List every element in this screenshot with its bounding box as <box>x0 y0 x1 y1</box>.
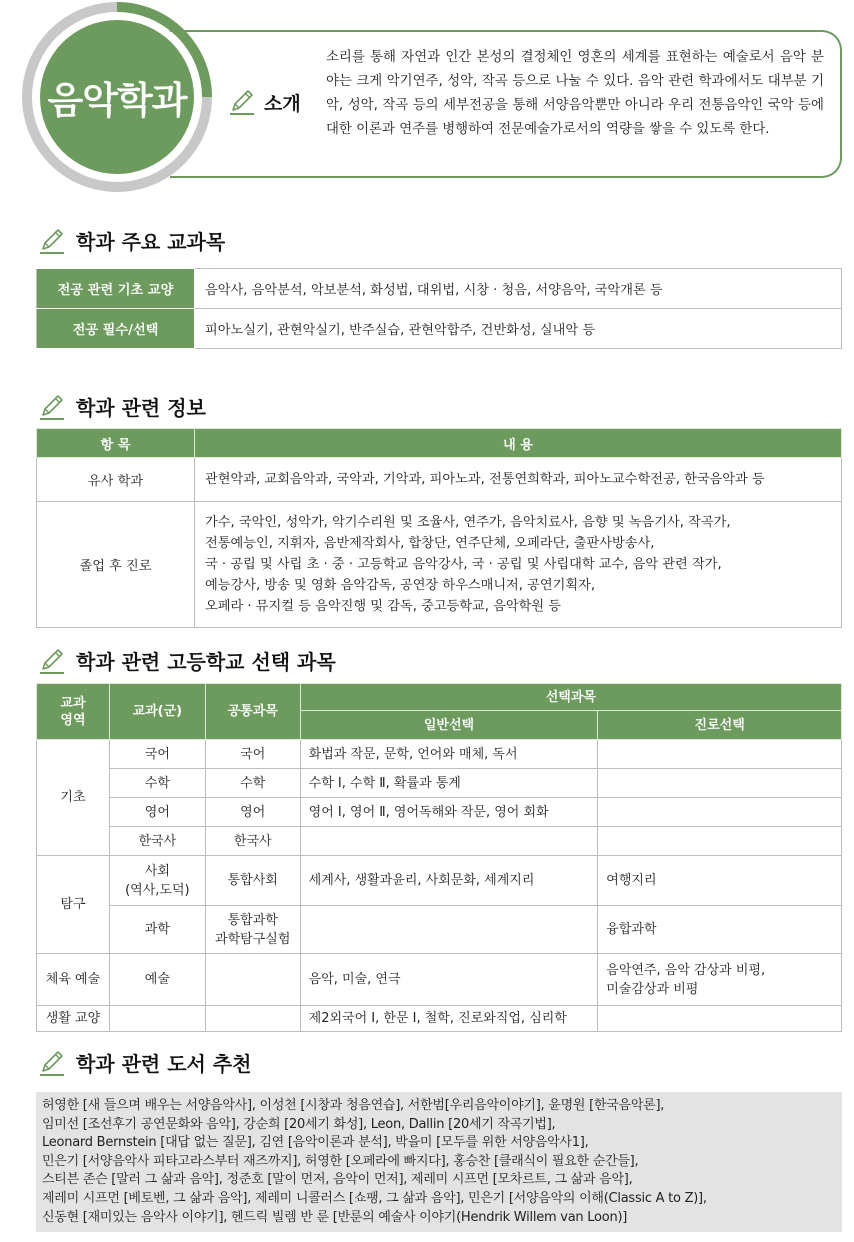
intro-label <box>228 88 301 116</box>
career-line: 가수, 국악인, 성악가, 악기수리원 및 조율사, 연주가, 음악치료사, 음향 및 녹음기사, 작곡가, <box>205 515 731 530</box>
career-line: 오페라 · 뮤지컬 등 음악진행 및 감독, 중고등학교, 음악학원 등 <box>205 599 562 614</box>
career-line: 국 · 공립 및 사립 초 · 중 · 고등학교 음악강사, 국 · 공립 및 사립대학 교수, 음악 관련 작가, <box>205 557 722 572</box>
group-cell <box>109 856 205 906</box>
group-cell: 과학 <box>109 906 205 954</box>
book-line: 스티븐 존슨 [말러 그 삶과 음악], 정준호 [말이 먼저, 음악이 먼저], 제레미 시프먼 [모차르트, 그 삶과 음악], <box>42 1172 633 1188</box>
header-area <box>37 684 110 740</box>
career-cell <box>598 798 842 827</box>
table-row <box>37 798 842 827</box>
group-cell: 수학 <box>109 769 205 798</box>
group-line: (역사,도덕) <box>125 882 190 898</box>
area-cell: 기초 <box>37 740 110 856</box>
table-row <box>37 502 842 628</box>
group-cell: 영어 <box>109 798 205 827</box>
group-line: 사회 <box>144 863 170 879</box>
table-row <box>37 954 842 1006</box>
pencil-icon <box>38 227 66 255</box>
table-row <box>37 769 842 798</box>
group-cell <box>109 1006 205 1032</box>
area-cell: 탐구 <box>37 856 110 954</box>
career-line: 미술감상과 비평 <box>606 981 699 997</box>
table-row <box>37 309 842 349</box>
table-row <box>37 740 842 769</box>
table-header-row <box>37 429 842 458</box>
header-item: 항 목 <box>37 429 195 458</box>
table-row <box>37 1006 842 1032</box>
career-cell <box>598 769 842 798</box>
department-title: 음악학과 <box>47 79 187 122</box>
section-title: 학과 주요 교과목 <box>76 230 226 254</box>
pencil-icon <box>228 88 256 116</box>
general-cell <box>300 827 598 856</box>
area-cell: 생활 교양 <box>37 1006 110 1032</box>
general-cell: 음악, 미술, 연극 <box>300 954 598 1006</box>
common-cell: 국어 <box>205 740 300 769</box>
book-line: 임미선 [조선후기 공연문화와 음악], 강순희 [20세기 화성], Leon, Dallin [20세기 작곡기법], <box>42 1116 556 1132</box>
header-general: 일반선택 <box>300 711 598 740</box>
row-value <box>195 502 842 628</box>
general-cell: 세계사, 생활과윤리, 사회문화, 세계지리 <box>300 856 598 906</box>
group-cell: 국어 <box>109 740 205 769</box>
book-line: 제레미 시프먼 [베토벤, 그 삶과 음악], 제레미 니콜러스 [쇼팽, 그 삶과 음악], 민은기 [서양음악의 이해(Classic A to Z)], <box>42 1190 707 1206</box>
common-cell: 한국사 <box>205 827 300 856</box>
common-line: 통합과학 <box>227 912 278 928</box>
area-cell: 체육 예술 <box>37 954 110 1006</box>
career-cell <box>598 740 842 769</box>
pencil-icon <box>38 1049 66 1077</box>
header-career: 진로선택 <box>598 711 842 740</box>
common-line: 과학탐구실험 <box>215 931 291 947</box>
common-cell <box>205 1006 300 1032</box>
general-cell: 수학 Ⅰ, 수학 Ⅱ, 확률과 통계 <box>300 769 598 798</box>
career-cell: 여행지리 <box>598 856 842 906</box>
section-title: 학과 관련 정보 <box>76 396 206 420</box>
table-row <box>37 827 842 856</box>
courses-heading <box>38 226 225 255</box>
row-label: 전공 관련 기초 교양 <box>37 269 195 309</box>
pencil-icon <box>38 647 66 675</box>
pencil-icon <box>38 393 66 421</box>
row-value: 피아노실기, 관현악실기, 반주실습, 관현악합주, 건반화성, 실내악 등 <box>195 309 842 349</box>
career-cell <box>598 827 842 856</box>
intro-text: 소리를 통해 자연과 인간 본성의 결정체인 영혼의 세계를 표현하는 예술로서 음악 분야는 크게 악기연주, 성악, 작곡 등으로 나눌 수 있다. 음악 관련 학과에서도 대부분 기악, 성악, 작곡 등의 세부전공을 통해 서양음악뿐만 아니라 우리 전통음악인 국악 등에 대한 이론과 연주를 병행하여 전문예술가로서의 역량을 쌓을 수 있도록 한다. <box>326 50 824 137</box>
row-label: 졸업 후 진로 <box>37 502 195 628</box>
section-title: 학과 관련 고등학교 선택 과목 <box>76 650 336 674</box>
books-box <box>36 1092 842 1232</box>
common-cell <box>205 906 300 954</box>
table-row <box>37 458 842 502</box>
table-row <box>37 906 842 954</box>
common-cell: 영어 <box>205 798 300 827</box>
header-area-line: 영역 <box>60 712 86 728</box>
header-content: 내 용 <box>195 429 842 458</box>
info-table <box>36 428 842 628</box>
common-cell <box>205 954 300 1006</box>
row-label: 전공 필수/선택 <box>37 309 195 349</box>
career-line: 음악연주, 음악 감상과 비평, <box>606 962 766 978</box>
common-cell: 수학 <box>205 769 300 798</box>
general-cell: 제2외국어 Ⅰ, 한문 Ⅰ, 철학, 진로와직업, 심리학 <box>300 1006 598 1032</box>
header-area-line: 교과 <box>60 695 86 711</box>
highschool-heading <box>38 646 336 675</box>
books-heading <box>38 1048 251 1077</box>
book-line: Leonard Bernstein [대답 없는 질문], 김연 [음악이론과 분석], 박을미 [모두를 위한 서양음악사1], <box>42 1135 589 1151</box>
header-common: 공통과목 <box>205 684 300 740</box>
courses-table <box>36 268 842 349</box>
table-row <box>37 856 842 906</box>
section-title: 학과 관련 도서 추천 <box>76 1052 252 1076</box>
general-cell: 화법과 작문, 문학, 언어와 매체, 독서 <box>300 740 598 769</box>
career-line: 전통예능인, 지휘자, 음반제작회사, 합창단, 연주단체, 오페라단, 출판사방송사, <box>205 536 655 551</box>
row-label: 유사 학과 <box>37 458 195 502</box>
general-cell <box>300 906 598 954</box>
book-line: 민은기 [서양음악사 피타고라스부터 재즈까지], 허영한 [오페라에 빠지다], 홍승찬 [클래식이 필요한 순간들], <box>42 1153 639 1169</box>
group-cell: 예술 <box>109 954 205 1006</box>
table-row <box>37 269 842 309</box>
book-line: 신동현 [재미있는 음악사 이야기], 헨드릭 빌렘 반 룬 [반룬의 예술사 이야기(Hendrik Willem van Loon)] <box>42 1209 628 1225</box>
intro-heading: 소개 <box>264 92 301 115</box>
row-value: 음악사, 음악분석, 악보분석, 화성법, 대위법, 시창 · 청음, 서양음악, 국악개론 등 <box>195 269 842 309</box>
table-header-row <box>37 684 842 711</box>
common-cell: 통합사회 <box>205 856 300 906</box>
career-cell <box>598 1006 842 1032</box>
header-elective: 선택과목 <box>300 684 841 711</box>
career-cell: 융합과학 <box>598 906 842 954</box>
row-value: 관현악과, 교회음악과, 국악과, 기악과, 피아노과, 전통연희학과, 피아노교수학전공, 한국음악과 등 <box>195 458 842 502</box>
career-line: 예능강사, 방송 및 영화 음악감독, 공연장 하우스매니저, 공연기획자, <box>205 578 596 593</box>
header-group: 교과(군) <box>109 684 205 740</box>
general-cell: 영어 Ⅰ, 영어 Ⅱ, 영어독해와 작문, 영어 회화 <box>300 798 598 827</box>
book-line: 허영한 [새 들으며 배우는 서양음악사], 이성천 [시창과 청음연습], 서한범[우리음악이야기], 윤명원 [한국음악론], <box>42 1098 665 1113</box>
department-header <box>0 0 854 200</box>
info-heading <box>38 392 206 421</box>
group-cell: 한국사 <box>109 827 205 856</box>
highschool-table <box>36 683 842 1032</box>
career-cell <box>598 954 842 1006</box>
